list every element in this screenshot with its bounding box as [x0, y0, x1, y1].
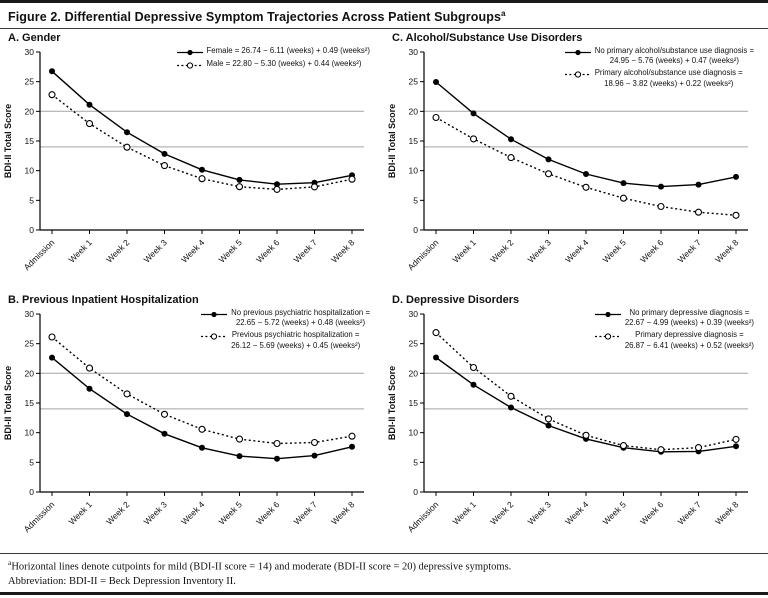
x-tick-label: Week 4 [563, 499, 591, 527]
legend-entry [201, 308, 370, 328]
data-point [162, 431, 168, 437]
panel-a-line-chart [0, 44, 376, 286]
data-point [87, 365, 93, 371]
figure-title [8, 9, 758, 24]
data-point [162, 411, 168, 417]
x-tick-label: Week 4 [179, 499, 207, 527]
data-point [162, 163, 168, 169]
legend-label: Primary alcohol/substance use diagnosis = 18.96 − 3.82 (weeks) + 0.22 (weeks²) [594, 68, 743, 88]
y-axis-label: BDI-II Total Score [387, 365, 397, 441]
panel-b-chart-area [0, 306, 384, 548]
x-tick-label: Week 4 [179, 237, 207, 265]
data-point [87, 102, 93, 108]
dotted-line-sample [201, 332, 227, 341]
x-tick-label: Week 1 [450, 237, 478, 265]
x-tick-label: Week 4 [563, 237, 591, 265]
y-tick-label: 10 [24, 427, 34, 438]
y-tick-label: 30 [408, 47, 418, 58]
panel-c [384, 29, 768, 291]
y-tick-label: 5 [413, 457, 418, 468]
legend-label: Previous psychiatric hospitalization = 26.12 − 5.69 (weeks) + 0.45 (weeks²) [231, 330, 361, 350]
y-tick-label: 5 [29, 195, 34, 206]
data-point [546, 157, 552, 163]
footnote-cutpoints [8, 558, 760, 575]
y-tick-label: 10 [408, 427, 418, 438]
y-tick-label: 25 [24, 338, 34, 349]
legend-entry [177, 46, 370, 57]
panel-d-chart-area [384, 306, 768, 548]
panel-b [0, 291, 384, 553]
legend-label: Female = 26.74 − 6.11 (weeks) + 0.49 (weeks²) [206, 46, 370, 56]
data-point [508, 393, 514, 399]
y-tick-label: 20 [24, 106, 34, 117]
x-tick-label: Admission [21, 237, 57, 273]
data-point [471, 382, 477, 388]
y-tick-label: 25 [24, 76, 34, 87]
legend-entry [595, 308, 754, 328]
series-line-0 [436, 82, 736, 187]
series-line-0 [52, 358, 352, 459]
footnotes [0, 554, 768, 592]
data-point [621, 180, 627, 186]
data-point [237, 436, 243, 442]
panels-grid [0, 29, 768, 553]
y-tick-label: 25 [408, 338, 418, 349]
panel-a-chart-area [0, 44, 384, 286]
x-tick-label: Week 2 [488, 237, 516, 265]
data-point [508, 136, 514, 142]
data-point [49, 92, 55, 98]
x-tick-label: Week 7 [291, 237, 319, 265]
x-tick-label: Week 6 [254, 237, 282, 265]
x-tick-label: Week 6 [638, 237, 666, 265]
figure-title-superscript: a [501, 9, 506, 18]
y-tick-label: 10 [24, 165, 34, 176]
data-point [87, 386, 93, 392]
data-point [433, 355, 439, 361]
data-point [433, 79, 439, 85]
figure-title-text: Figure 2. Differential Depressive Symptom Trajectories Across Patient Subgroups [8, 10, 501, 25]
panel-c-title: C. Alcohol/Substance Use Disorders [392, 32, 583, 45]
data-point [274, 441, 280, 447]
panel-b-title: B. Previous Inpatient Hospitalization [8, 294, 199, 307]
footnote-cutpoints-text: Horizontal lines denote cutpoints for mild (BDI-II score = 14) and moderate (BDI-II score = 20) depressive symptoms. [11, 561, 512, 573]
data-point [162, 151, 168, 157]
data-point [621, 195, 627, 201]
solid-line-sample [177, 48, 203, 57]
data-point [199, 176, 205, 182]
x-tick-label: Week 3 [525, 237, 553, 265]
legend-label: Male = 22.80 − 5.30 (weeks) + 0.44 (weeks²) [206, 59, 362, 69]
data-point [124, 144, 130, 150]
x-tick-label: Week 3 [141, 499, 169, 527]
y-axis-label: BDI-II Total Score [3, 103, 13, 179]
data-point [237, 453, 243, 459]
x-tick-label: Admission [405, 237, 441, 273]
data-point [733, 443, 739, 449]
dotted-line-sample [177, 61, 203, 70]
solid-line-sample [201, 310, 227, 319]
data-point [124, 391, 130, 397]
data-point [546, 423, 552, 429]
data-point [696, 445, 702, 451]
data-point [124, 411, 130, 417]
data-point [471, 365, 477, 371]
panel-d-legend [595, 308, 754, 353]
legend-entry [201, 330, 370, 350]
data-point [312, 184, 318, 190]
y-tick-label: 5 [413, 195, 418, 206]
x-tick-label: Week 7 [675, 237, 703, 265]
y-tick-label: 10 [408, 165, 418, 176]
data-point [508, 155, 514, 161]
figure-header [0, 3, 768, 28]
legend-entry [177, 59, 370, 70]
legend-entry [595, 330, 754, 350]
data-point [658, 184, 664, 190]
x-tick-label: Week 5 [216, 499, 244, 527]
x-tick-label: Week 5 [216, 237, 244, 265]
y-tick-label: 30 [408, 309, 418, 320]
footnote-superscript: a [8, 558, 12, 568]
x-tick-label: Week 2 [488, 499, 516, 527]
panel-a-legend [177, 46, 370, 72]
x-tick-label: Week 7 [291, 499, 319, 527]
y-axis-label: BDI-II Total Score [387, 103, 397, 179]
data-point [583, 184, 589, 190]
data-point [312, 440, 318, 446]
legend-entry [565, 46, 754, 66]
dotted-line-sample [565, 70, 591, 79]
data-point [508, 405, 514, 411]
x-tick-label: Week 8 [329, 499, 357, 527]
data-point [696, 182, 702, 188]
panel-c-legend [565, 46, 754, 91]
data-point [658, 204, 664, 210]
data-point [274, 456, 280, 462]
legend-label: No primary alcohol/substance use diagnosis = 24.95 − 5.76 (weeks) + 0.47 (weeks²) [594, 46, 754, 66]
data-point [546, 416, 552, 422]
data-point [433, 115, 439, 121]
y-tick-label: 30 [24, 47, 34, 58]
x-tick-label: Week 3 [525, 499, 553, 527]
data-point [312, 453, 318, 459]
data-point [733, 437, 739, 443]
y-tick-label: 20 [408, 106, 418, 117]
data-point [471, 111, 477, 117]
x-tick-label: Admission [405, 499, 441, 535]
data-point [199, 426, 205, 432]
x-tick-label: Week 5 [600, 499, 628, 527]
data-point [733, 212, 739, 218]
solid-line-sample [565, 48, 591, 57]
footnote-abbreviation: Abbreviation: BDI-II = Beck Depression Inventory II. [8, 575, 236, 587]
y-tick-label: 5 [29, 457, 34, 468]
data-point [546, 171, 552, 177]
data-point [621, 443, 627, 449]
x-tick-label: Week 1 [66, 499, 94, 527]
y-tick-label: 0 [29, 225, 34, 236]
x-tick-label: Week 1 [450, 499, 478, 527]
data-point [237, 184, 243, 190]
solid-line-sample [595, 310, 621, 319]
x-tick-label: Week 1 [66, 237, 94, 265]
y-tick-label: 20 [24, 368, 34, 379]
x-tick-label: Week 8 [329, 237, 357, 265]
series-line-1 [436, 118, 736, 216]
x-tick-label: Week 5 [600, 237, 628, 265]
x-tick-label: Week 8 [713, 237, 741, 265]
data-point [274, 187, 280, 193]
x-tick-label: Week 6 [638, 499, 666, 527]
x-tick-label: Week 2 [104, 237, 132, 265]
y-tick-label: 15 [24, 398, 34, 409]
x-tick-label: Week 2 [104, 499, 132, 527]
y-tick-label: 15 [408, 398, 418, 409]
data-point [658, 447, 664, 453]
x-tick-label: Week 7 [675, 499, 703, 527]
data-point [87, 121, 93, 127]
data-point [471, 136, 477, 142]
x-tick-label: Week 6 [254, 499, 282, 527]
y-axis-label: BDI-II Total Score [3, 365, 13, 441]
y-tick-label: 25 [408, 76, 418, 87]
panel-c-chart-area [384, 44, 768, 286]
data-point [433, 330, 439, 336]
panel-b-legend [201, 308, 370, 353]
data-point [49, 68, 55, 74]
legend-label: No primary depressive diagnosis = 22.67 − 4.99 (weeks) + 0.39 (weeks²) [624, 308, 754, 328]
data-point [349, 444, 355, 450]
y-tick-label: 30 [24, 309, 34, 320]
data-point [583, 171, 589, 177]
y-tick-label: 0 [413, 225, 418, 236]
data-point [583, 432, 589, 438]
data-point [696, 209, 702, 215]
x-tick-label: Admission [21, 499, 57, 535]
y-tick-label: 15 [24, 136, 34, 147]
data-point [237, 177, 243, 183]
y-tick-label: 20 [408, 368, 418, 379]
data-point [349, 176, 355, 182]
panel-d-title: D. Depressive Disorders [392, 294, 520, 307]
x-tick-label: Week 3 [141, 237, 169, 265]
data-point [199, 167, 205, 173]
panel-a-title: A. Gender [8, 32, 61, 45]
data-point [349, 433, 355, 439]
panel-d [384, 291, 768, 553]
y-tick-label: 15 [408, 136, 418, 147]
data-point [733, 174, 739, 180]
y-tick-label: 0 [413, 487, 418, 498]
legend-label: No previous psychiatric hospitalization = 22.65 − 5.72 (weeks) + 0.48 (weeks²) [231, 308, 370, 328]
data-point [124, 129, 130, 135]
legend-label: Primary depressive diagnosis = 26.87 − 6.41 (weeks) + 0.52 (weeks²) [624, 330, 754, 350]
panel-a [0, 29, 384, 291]
data-point [49, 334, 55, 340]
x-tick-label: Week 8 [713, 499, 741, 527]
bottom-rule [0, 592, 768, 595]
legend-entry [565, 68, 754, 88]
data-point [199, 445, 205, 451]
dotted-line-sample [595, 332, 621, 341]
y-tick-label: 0 [29, 487, 34, 498]
data-point [49, 355, 55, 361]
